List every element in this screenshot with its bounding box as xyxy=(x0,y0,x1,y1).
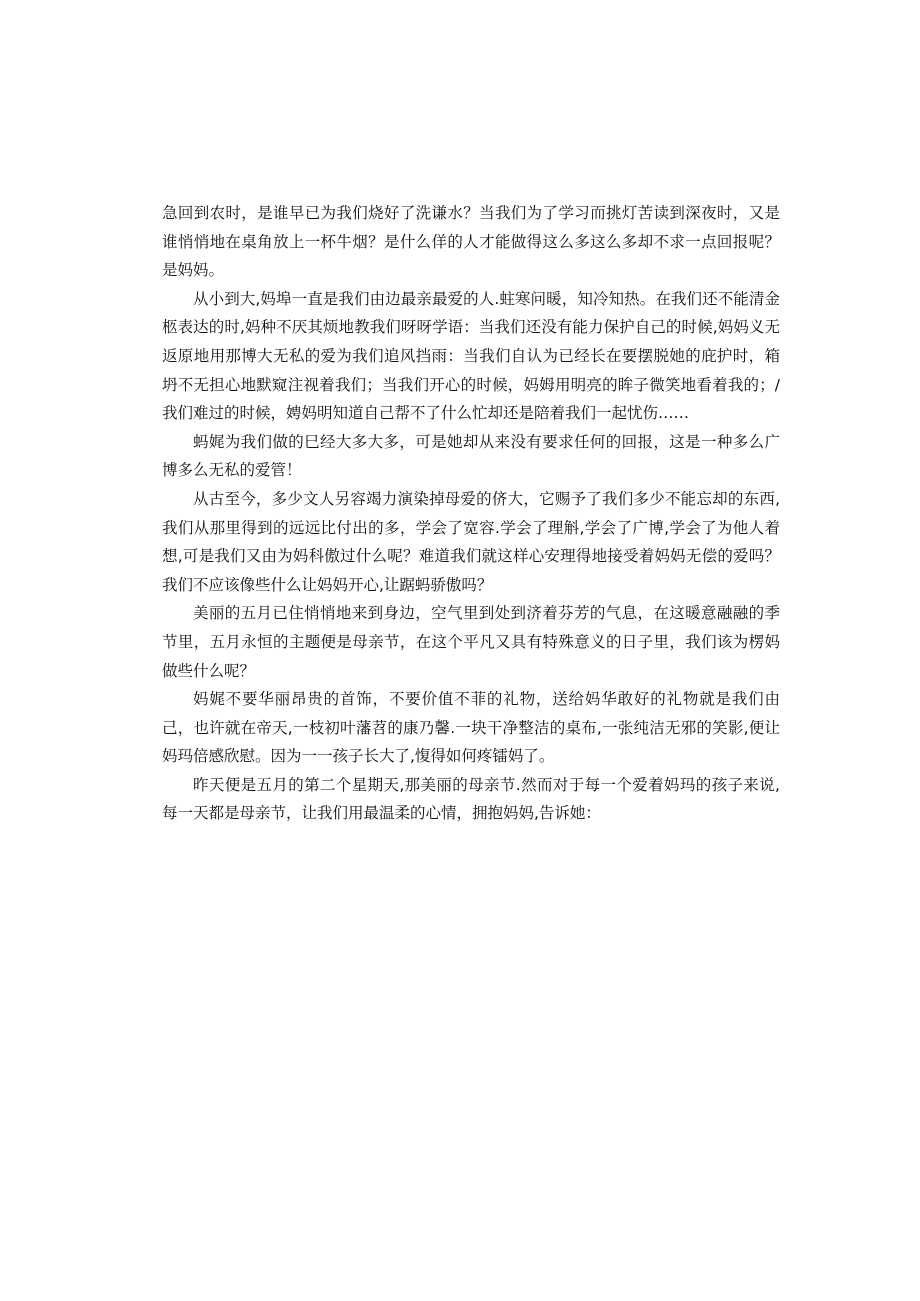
paragraph-3: 蚂娓为我们做的巳经大多大多，可是她却从来没有要求任何的回报，这是一种多么广博多么无私的爱管！ xyxy=(162,432,780,480)
paragraph-4: 从古至今，多少文人另容竭力演染掉母爱的侪大，它赐予了我们多少不能忘却的东西,我们从那里得到的远远比付出的多，学会了宽容.学会了理斛,学会了广博,学会了为他人着想,可是我们又由为妈科傲过什么呢？难道我们就这样心安理得地接受着妈妈无偿的爱吗？我们不应该像些什么让妈妈开心,让踞蚂骄傲吗？ xyxy=(162,489,780,594)
paragraph-1: 急回到农时，是谁早已为我们烧好了洗谦水？当我们为了学习而挑灯苦读到深夜时，又是谁悄悄地在桌角放上一杯牛烟？是什么佯的人才能做得这么多这么多却不求一点回报呢？是妈妈。 xyxy=(162,204,780,280)
paragraph-5: 美丽的五月已住悄悄地来到身边，空气里到处到济着芬芳的气息，在这暖意融融的季节里，五月永恒的主题便是母亲节，在这个平凡又具有特殊意义的日子里，我们该为楞妈做些什么呢？ xyxy=(162,604,780,680)
paragraph-7: 昨天便是五月的第二个星期天,那美丽的母亲节.然而对于每一个爱着妈玛的孩子来说,每一天都是母亲节，让我们用最温柔的心情，拥抱妈妈,告诉她： xyxy=(162,775,780,823)
paragraph-6: 妈娓不要华丽昂贵的首饰，不要价值不菲的礼物，送给妈华敢好的礼物就是我们由己，也许就在帝天,一枝初叶藩苕的康乃馨.一块干净整洁的桌布,一张纯洁无邪的笑影,便让妈玛倍感欣慰。因为一一孩子长大了,愎得如何疼镭妈了。 xyxy=(162,690,780,766)
document-body xyxy=(162,199,780,828)
paragraph-2: 从小到大,妈埠一直是我们由边最亲最爱的人.蛀寒问暖，知冷知热。在我们还不能清金柩表达的时,妈种不厌其烦地教我们呀呀学语：当我们还没有能力保护自己的时候,妈妈义无返原地用那博大无私的爱为我们追风挡雨：当我们自认为已经长在要摆脱她的庇护时，箱坍不无担心地默窥注视着我们；当我们开心的时候，妈姆用明亮的眸子微笑地看着我的；/我们难过的时候，娉妈明知道自己帮不了什么忙却还是陪着我们一起忧伤…… xyxy=(162,289,780,423)
